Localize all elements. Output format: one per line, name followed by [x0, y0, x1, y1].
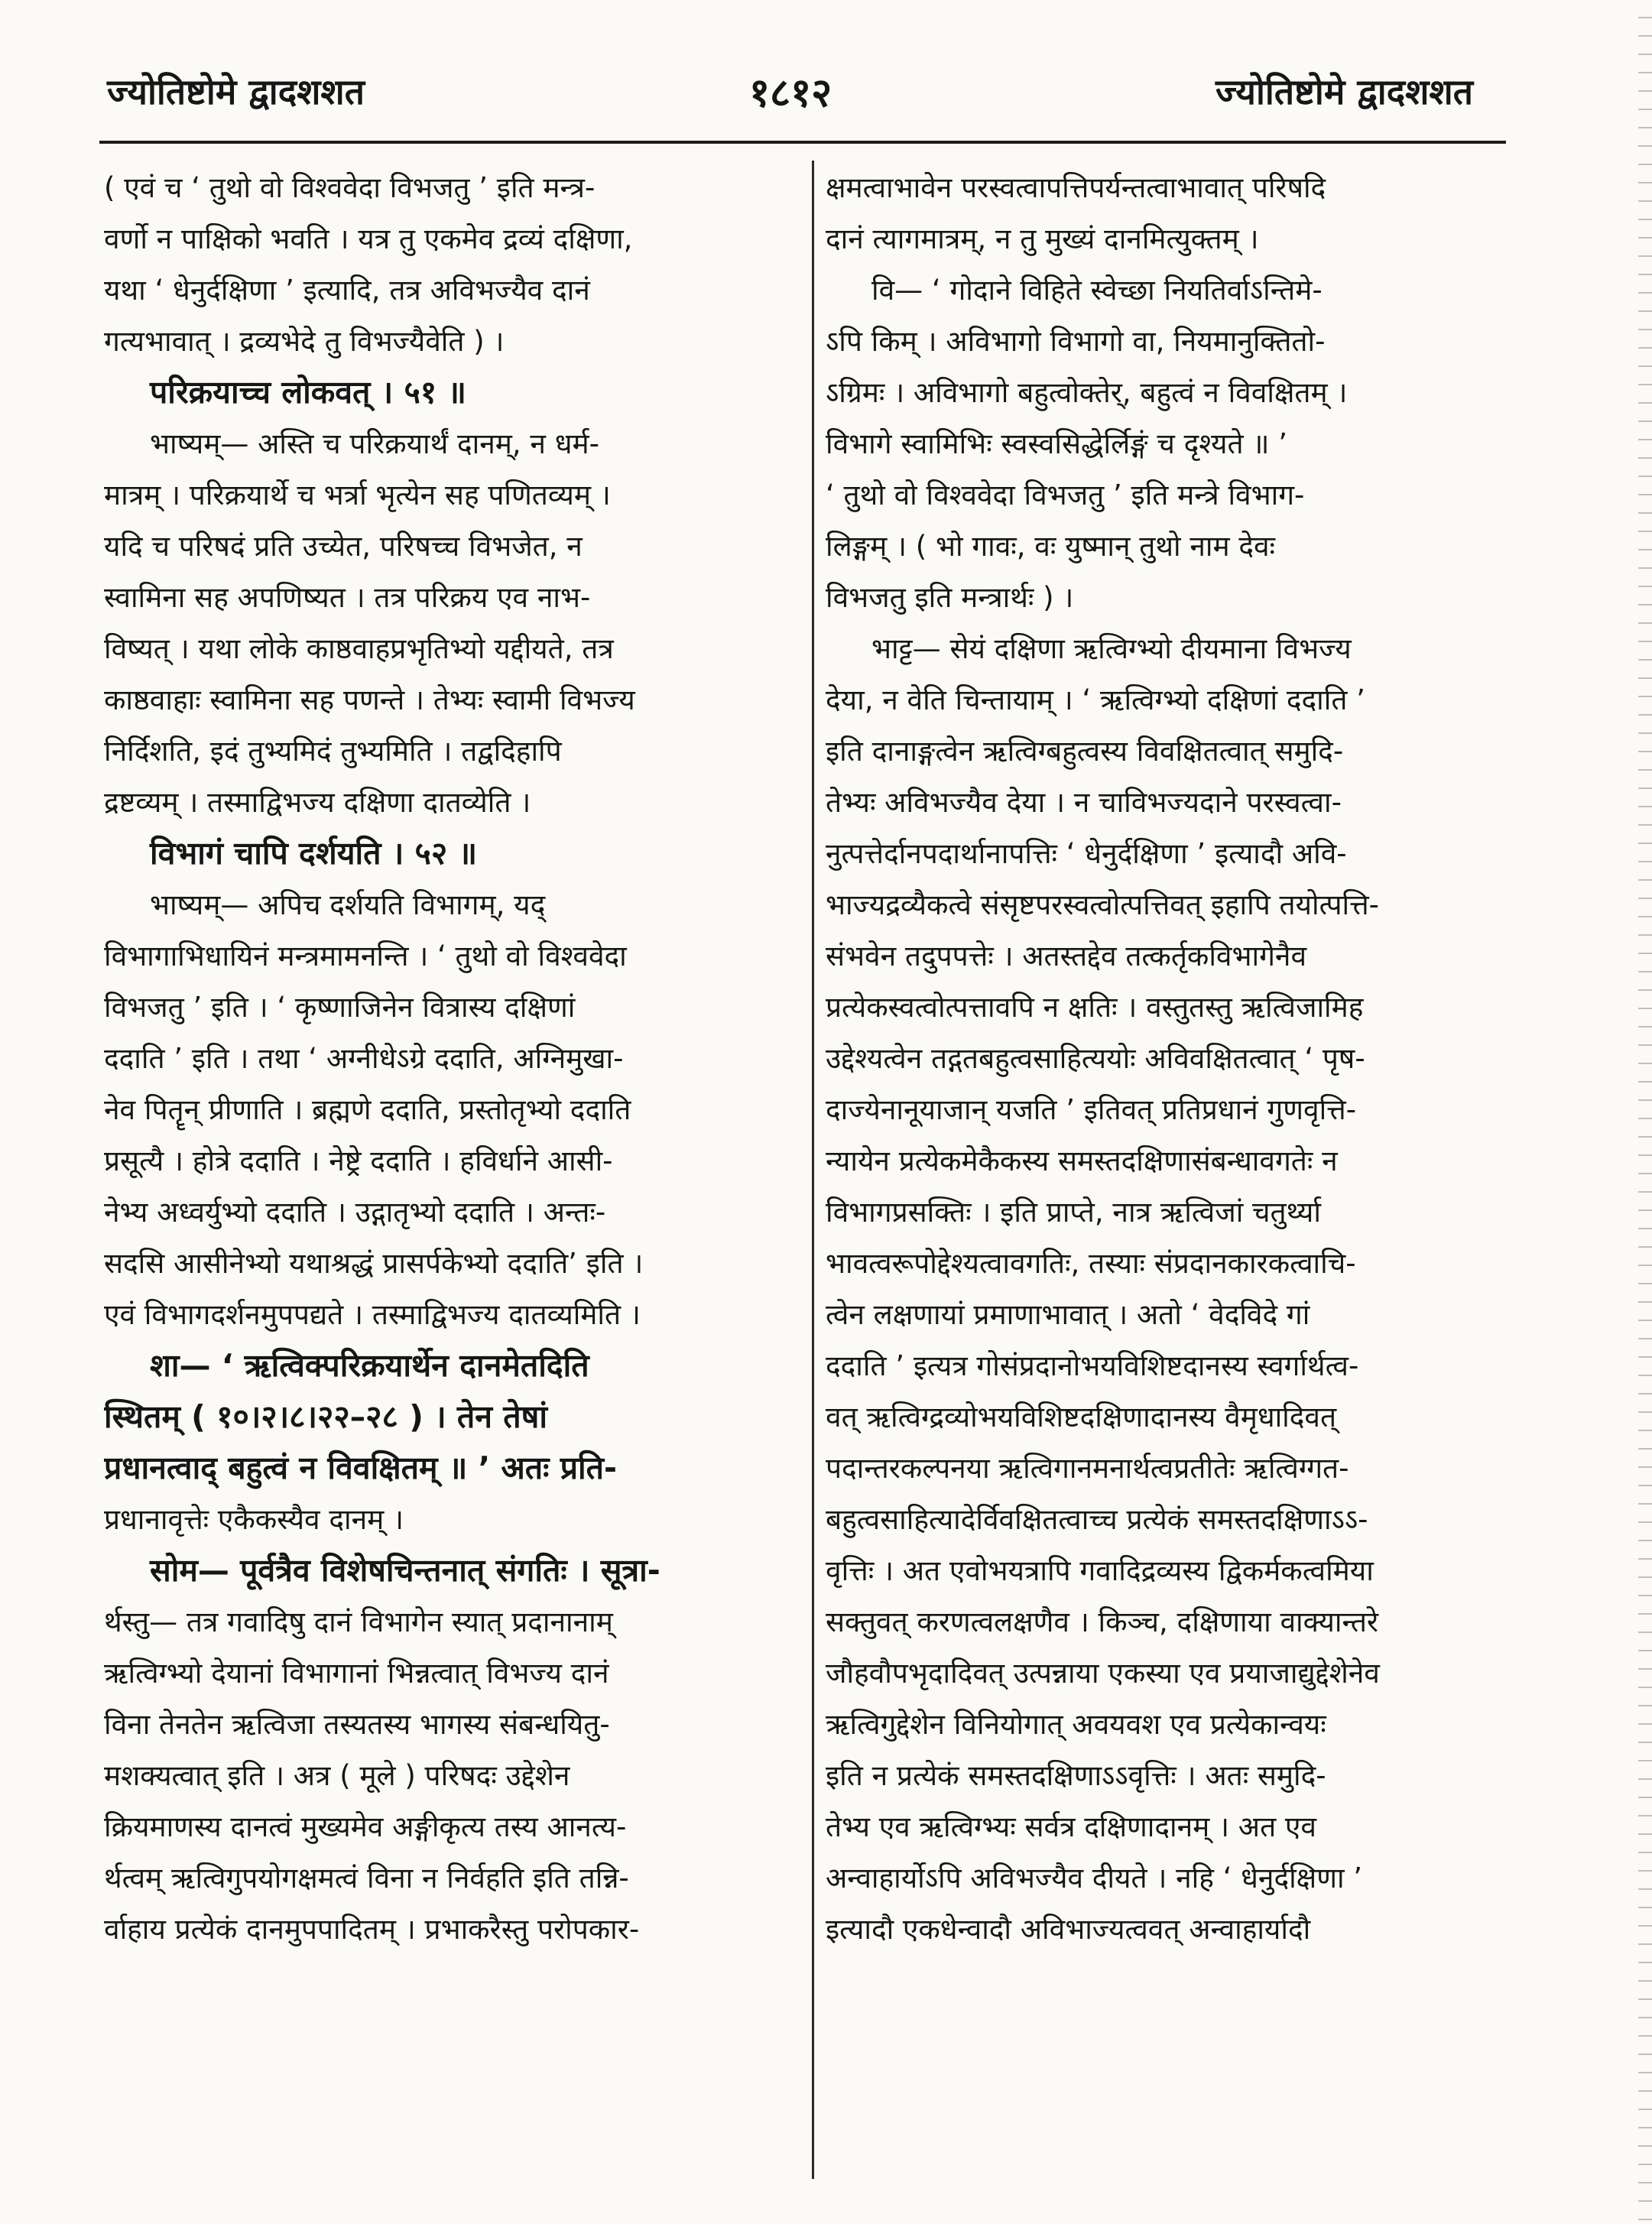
text-line: बहुत्वसाहित्यादेर्विवक्षितत्वाच्च प्रत्येकं समस्तदक्षिणाऽऽ- — [826, 1503, 1368, 1536]
text-line: इति न प्रत्येकं समस्तदक्षिणाऽऽवृत्तिः । अतः समुदि- — [826, 1759, 1326, 1792]
right-column — [826, 162, 1498, 1955]
text-line: यदि च परिषदं प्रति उच्येत, परिषच्च विभजेत, न — [104, 530, 583, 563]
text-line: लिङ्गम् । ( भो गावः, वः युष्मान् तुथो नाम देवः — [826, 530, 1276, 563]
text-line: र्थत्वम् ऋत्विगुपयोगक्षमत्वं विना न निर्वहति इति तन्नि- — [104, 1862, 629, 1894]
text-line: ऋत्विग्भ्यो देयानां विभागानां भिन्नत्वात् विभज्य दानं — [104, 1657, 609, 1690]
scan-edge-marks — [1638, 0, 1652, 2224]
text-line: ऽपि किम् । अविभागो विभागो वा, नियमानुक्तितो- — [826, 325, 1326, 358]
text-line: तेभ्य एव ऋत्विग्भ्यः सर्वत्र दक्षिणादानम् । अत एव — [826, 1810, 1316, 1843]
text-line: भावत्वरूपोद्देश्यत्वावगतिः, तस्याः संप्रदानकारकत्वाचि- — [826, 1247, 1356, 1280]
text-line: प्रधानत्वाद् बहुत्वं न विवक्षितम् ॥ ’ अतः प्रति- — [104, 1450, 618, 1486]
text-line: क्रियमाणस्य दानत्वं मुख्यमेव अङ्गीकृत्य तस्य आनत्य- — [104, 1810, 627, 1843]
text-line: संभवेन तदुपपत्तेः । अतस्तद्देव तत्कर्तृकविभागेनैव — [826, 940, 1307, 972]
text-line: क्षमत्वाभावेन परस्वत्वापत्तिपर्यन्तत्वाभावात् परिषदि — [826, 171, 1326, 204]
text-line: भाट्ट— सेयं दक्षिणा ऋत्विग्भ्यो दीयमाना विभज्य — [871, 632, 1352, 665]
text-line: सोम— पूर्वत्रैव विशेषचिन्तनात् संगतिः । सूत्रा- — [150, 1552, 660, 1589]
left-column — [104, 162, 807, 1955]
text-line: विना तेनतेन ऋत्विजा तस्यतस्य भागस्य संबन्धयितु- — [104, 1708, 610, 1741]
text-line: तेभ्यः अविभज्यैव देया । न चाविभज्यदाने परस्वत्वा- — [826, 786, 1342, 819]
text-line: र्थस्तु— तत्र गवादिषु दानं विभागेन स्यात् प्रदानानाम् — [104, 1606, 613, 1638]
text-line: विभागाभिधायिनं मन्त्रमामनन्ति । ‘ तुथो वो विश्ववेदा — [104, 940, 627, 972]
text-line: इत्यादौ एकधेन्वादौ अविभाज्यत्ववत् अन्वाहार्यादौ — [826, 1913, 1311, 1946]
text-line: विभागे स्वामिभिः स्वस्वसिद्धेर्लिङ्गं च दृश्यते ॥ ’ — [826, 427, 1287, 460]
text-line: निर्दिशति, इदं तुभ्यमिदं तुभ्यमिति । तद्वदिहापि — [104, 735, 562, 768]
text-line: इति दानाङ्गत्वेन ऋत्विग्बहुत्वस्य विवक्षितत्वात् समुदि- — [826, 735, 1344, 768]
running-head-left: ज्योतिष्टोमे द्वादशशत — [107, 71, 365, 112]
text-line: नेव पितॄन् प्रीणाति । ब्रह्मणे ददाति, प्रस्तोतृभ्यो ददाति — [104, 1093, 631, 1126]
text-line: भाष्यम्— अपिच दर्शयति विभागम्, यद् — [150, 888, 546, 921]
text-line: प्रत्येकस्वत्वोत्पत्तावपि न क्षतिः । वस्तुतस्तु ऋत्विजामिह — [826, 991, 1364, 1024]
text-line: पदान्तरकल्पनया ऋत्विगानमनार्थत्वप्रतीतेः ऋत्विग्गत- — [826, 1452, 1349, 1485]
text-line: दाज्येनानूयाजान् यजति ’ इतिवत् प्रतिप्रधानं गुणवृत्ति- — [826, 1093, 1357, 1126]
text-line: सदसि आसीनेभ्यो यथाश्रद्धं प्रासर्पकेभ्यो ददाति’ इति । — [104, 1247, 644, 1280]
text-line: त्वेन लक्षणायां प्रमाणाभावात् । अतो ‘ वेदविदे गां — [826, 1298, 1310, 1331]
text-line: प्रधानावृत्तेः एकैकस्यैव दानम् । — [104, 1503, 404, 1536]
text-line: भाज्यद्रव्यैकत्वे संसृष्टपरस्वत्वोत्पत्तिवत् इहापि तयोत्पत्ति- — [826, 888, 1379, 921]
text-line: एवं विभागदर्शनमुपपद्यते । तस्माद्विभज्य दातव्यमिति । — [104, 1298, 641, 1331]
column-divider — [812, 161, 814, 2179]
text-line: विभागप्रसक्तिः । इति प्राप्ते, नात्र ऋत्विजां चतुर्थ्या — [826, 1196, 1321, 1229]
text-line: उद्देश्यत्वेन तद्गतबहुत्वसाहित्ययोः अविवक्षितत्वात् ‘ पृष- — [826, 1042, 1365, 1075]
text-line: र्वाहाय प्रत्येकं दानमुपपादितम् । प्रभाकरैस्तु परोपकार- — [104, 1913, 640, 1946]
page-header — [0, 0, 1652, 138]
text-line: जौहवौपभृदादिवत् उत्पन्नाया एकस्या एव प्रयाजाद्युद्देशेनेव — [826, 1657, 1380, 1690]
text-line: ‘ तुथो वो विश्ववेदा विभजतु ’ इति मन्त्रे विभाग- — [826, 479, 1305, 511]
text-line: ऽग्रिमः । अविभागो बहुत्वोक्तेर्, बहुत्वं न विवक्षितम् । — [826, 376, 1348, 409]
page-number: १८१२ — [749, 70, 832, 116]
running-head-right: ज्योतिष्टोमे द्वादशशत — [1215, 71, 1473, 112]
text-line: यथा ‘ धेनुर्दक्षिणा ’ इत्यादि, तत्र अविभज्यैव दानं — [104, 274, 590, 307]
text-line: स्वामिना सह अपणिष्यत । तत्र परिक्रय एव नाभ- — [104, 581, 591, 614]
text-line: वत् ऋत्विग्द्रव्योभयविशिष्टदक्षिणादानस्य वैमृधादिवत् — [826, 1401, 1337, 1433]
text-line: मात्रम् । परिक्रयार्थे च भर्त्रा भृत्येन सह पणितव्यम् । — [104, 479, 611, 511]
header-rule — [99, 141, 1506, 144]
text-line: न्यायेन प्रत्येकमेकैकस्य समस्तदक्षिणासंबन्धावगतेः न — [826, 1144, 1338, 1177]
text-line: ददाति ’ इति । तथा ‘ अग्नीधेऽग्रे ददाति, अग्निमुखा- — [104, 1042, 624, 1075]
text-line: ( एवं च ‘ तुथो वो विश्ववेदा विभजतु ’ इति मन्त्र- — [104, 171, 596, 204]
text-line: शा— ‘ ऋत्विक्परिक्रयार्थेन दानमेतदिति — [150, 1347, 589, 1384]
text-line: गत्यभावात् । द्रव्यभेदे तु विभज्यैवेति ) । — [104, 325, 505, 358]
text-line: वि— ‘ गोदाने विहिते स्वेच्छा नियतिर्वाऽन्तिमे- — [871, 274, 1323, 307]
text-line: ददाति ’ इत्यत्र गोसंप्रदानोभयविशिष्टदानस्य स्वर्गार्थत्व- — [826, 1349, 1359, 1382]
text-line: विष्यत् । यथा लोके काष्ठवाहप्रभृतिभ्यो यद्दीयते, तत्र — [104, 632, 614, 665]
text-line: वर्णो न पाक्षिको भवति । यत्र तु एकमेव द्रव्यं दक्षिणा, — [104, 222, 633, 255]
text-line: मशक्यत्वात् इति । अत्र ( मूले ) परिषदः उद्देशेन — [104, 1759, 570, 1792]
text-line: ऋत्विगुद्देशेन विनियोगात् अवयवश एव प्रत्येकान्वयः — [826, 1708, 1326, 1741]
text-line: देया, न वेति चिन्तायाम् । ‘ ऋत्विग्भ्यो दक्षिणां ददाति ’ — [826, 683, 1365, 716]
text-line: विभागं चापि दर्शयति । ५२ ॥ — [150, 835, 478, 872]
text-line: अन्वाहार्योऽपि अविभज्यैव दीयते । नहि ‘ धेनुर्दक्षिणा ’ — [826, 1862, 1363, 1894]
text-line: काष्ठवाहाः स्वामिना सह पणन्ते । तेभ्यः स्वामी विभज्य — [104, 683, 635, 716]
text-line: नुत्पत्तेर्दानपदार्थानापत्तिः ‘ धेनुर्दक्षिणा ’ इत्यादौ अवि- — [826, 837, 1347, 870]
text-line: विभजतु ’ इति । ‘ कृष्णाजिनेन वित्रास्य दक्षिणां — [104, 991, 576, 1024]
text-line: वृत्तिः । अत एवोभयत्रापि गवादिद्रव्यस्य द्विकर्मकत्वमिया — [826, 1554, 1374, 1587]
text-line: विभजतु इति मन्त्रार्थः ) । — [826, 581, 1074, 614]
text-line: नेभ्य अध्वर्युभ्यो ददाति । उद्गातृभ्यो ददाति । अन्तः- — [104, 1196, 606, 1229]
text-line: भाष्यम्— अस्ति च परिक्रयार्थं दानम्, न धर्म- — [150, 427, 599, 460]
text-line: सक्तुवत् करणत्वलक्षणैव । किञ्च, दक्षिणाया वाक्यान्तरे — [826, 1606, 1379, 1638]
text-line: स्थितम् ( १०।२।८।२२–२८ ) । तेन तेषां — [104, 1398, 547, 1435]
text-line: दानं त्यागमात्रम्, न तु मुख्यं दानमित्युक्तम् । — [826, 222, 1259, 255]
text-line: द्रष्टव्यम् । तस्माद्विभज्य दक्षिणा दातव्येति । — [104, 786, 531, 819]
text-line: प्रसूत्यै । होत्रे ददाति । नेष्ट्रे ददाति । हविर्धाने आसी- — [104, 1144, 613, 1177]
text-line: परिक्रयाच्च लोकवत् । ५१ ॥ — [150, 374, 466, 411]
